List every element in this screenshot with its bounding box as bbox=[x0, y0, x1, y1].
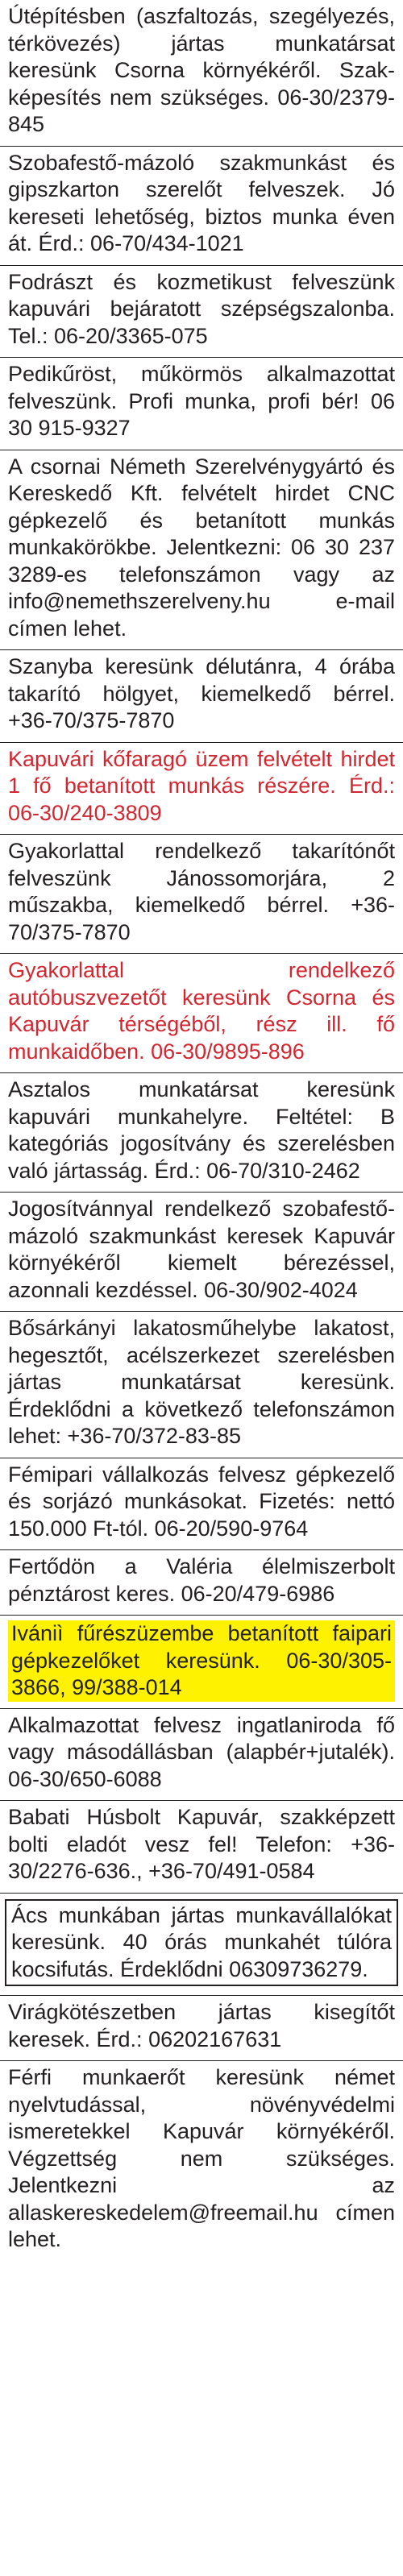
ad-text: Fertődön a Valéria élelmiszerbolt pénztárost keres. 06-20/479-6986 bbox=[8, 1554, 395, 1606]
ad-text: Virágkötészetben jártas kisegítőt keresek. Érd.: 06202167631 bbox=[8, 2000, 395, 2051]
ad-carpenter bbox=[0, 1072, 403, 1192]
ad-metal-machine-operator bbox=[0, 1458, 403, 1550]
ad-text: Kapuvári kőfaragó üzem felvételt hirdet 1 fő betanított munkás részére. Érd.: 06-30/240-3809 bbox=[8, 746, 395, 825]
ad-painter-drywall bbox=[0, 146, 403, 265]
ad-text: Jogosítvánnyal rendelkező szobafestő-mázoló szakmunkást keresek Kapuvár környékéről kiemelt bérezéssel, azonnali kezdéssel. 06-30/902-4024 bbox=[8, 1197, 395, 1302]
ad-text: Bősárkányi lakatosműhelybe lakatost, hegesztőt, acélszerkezet szerelésben jártas munkatársat keresünk. Érdeklődni a következő telefonszámon lehet: +36-70/372-83-85 bbox=[8, 1316, 395, 1448]
ad-butcher-shop bbox=[0, 1800, 403, 1893]
ad-text: Gyakorlattal rendelkező takarítónőt felveszünk Jánossomorjára, 2 műszakba, kiemelkedő bérrel. +36-70/375-7870 bbox=[8, 839, 395, 944]
ad-text: Fémipari vállalkozás felvesz gépkezelő és sorjázó munkásokat. Fizetés: nettó 150.000 Ft-tól. 06-20/590-9764 bbox=[8, 1462, 395, 1541]
ad-locksmith-welder bbox=[0, 1311, 403, 1458]
ad-text: Ács munkában jártas munkavállalókat keresünk. 40 órás munkahét túlóra kocsifutás. Érdeklődni 06309736279. bbox=[5, 1899, 398, 1987]
ad-text: Szobafestő-mázoló szakmunkást és gipszkarton szerelőt felveszek. Jó kereseti lehetőség, biztos munka éven át. Érd.: 06-70/434-1021 bbox=[8, 150, 395, 255]
ad-carpentry-workers bbox=[0, 1893, 403, 1996]
ad-florist-helper bbox=[0, 1995, 403, 2060]
ad-text: Fodrászt és kozmetikust felveszünk kapuvári bejáratott szépségszalonba. Tel.: 06-20/3365-075 bbox=[8, 269, 395, 348]
ad-text: Gyakorlattal rendelkező autóbuszvezetőt keresünk Csorna és Kapuvár térségéből, rész ill. fő munkaidőben. 06-30/9895-896 bbox=[8, 958, 395, 1064]
ad-text: Férfi munkaerőt keresünk német nyelvtudással, növényvédelmi ismeretekkel Kapuvár környékéről. Végzettség nem szükséges. Jelentkezni az allaskereskedelem@freemail.hu címen lehet. bbox=[8, 2065, 395, 2251]
ad-bus-driver bbox=[0, 953, 403, 1072]
ad-text: Ivániì fűrészüzembe betanított faipari gépkezelőket keresünk. 06-30/305-3866, 99/388-014 bbox=[8, 1620, 395, 1702]
ad-text: A csornai Németh Szerelvénygyártó és Kereskedő Kft. felvételt hirdet CNC gépkezelő és betanított munkás munkakörökbe. Jelentkezni: 06 30 237 3289-es telefonszámon vagy az info@nemethszerelveny.hu e-mail címen lehet. bbox=[8, 454, 395, 641]
ad-text: Alkalmazottat felvesz ingatlaniroda fő vagy másodállásban (alapbér+jutalék). 06-30/650-6088 bbox=[8, 1712, 395, 1791]
ad-stonemason bbox=[0, 742, 403, 835]
ad-cleaner-szany bbox=[0, 649, 403, 742]
ad-text: Asztalos munkatársat keresünk kapuvári munkahelyre. Feltétel: B kategóriás jogosítvány és szerelésben való jártasság. Érd.: 06-70/310-2462 bbox=[8, 1077, 395, 1183]
ad-hairdresser-beautician bbox=[0, 265, 403, 358]
ad-text: Útépítésben (aszfaltozás, szegélyezés, térkövezés) jártas munkatársat keresünk Csorna környékéről. Szak-képesítés nem szükséges. 06-30/2379-845 bbox=[8, 4, 395, 136]
ad-text: Babati Húsbolt Kapuvár, szakképzett bolti eladót vesz fel! Telefon: +36-30/2276-636., +36-70/491-0584 bbox=[8, 1805, 395, 1883]
ad-real-estate-agent bbox=[0, 1708, 403, 1801]
ad-cleaner-janossomorja bbox=[0, 834, 403, 953]
ad-text: Pedikűröst, műkörmös alkalmazottat felveszünk. Profi munka, profi bér! 06 30 915-9327 bbox=[8, 362, 395, 440]
ad-road-construction bbox=[0, 0, 403, 146]
ad-sawmill-operator bbox=[0, 1615, 403, 1702]
ad-painter-licensed bbox=[0, 1192, 403, 1311]
ad-male-worker-german bbox=[0, 2060, 403, 2261]
ad-cnc-operator bbox=[0, 450, 403, 650]
ad-cashier bbox=[0, 1549, 403, 1615]
ad-text: Szanyba keresünk délutánra, 4 órába takarító hölgyet, kiemelkedő bérrel. +36-70/375-7870 bbox=[8, 654, 395, 732]
ad-pedicurist bbox=[0, 357, 403, 450]
